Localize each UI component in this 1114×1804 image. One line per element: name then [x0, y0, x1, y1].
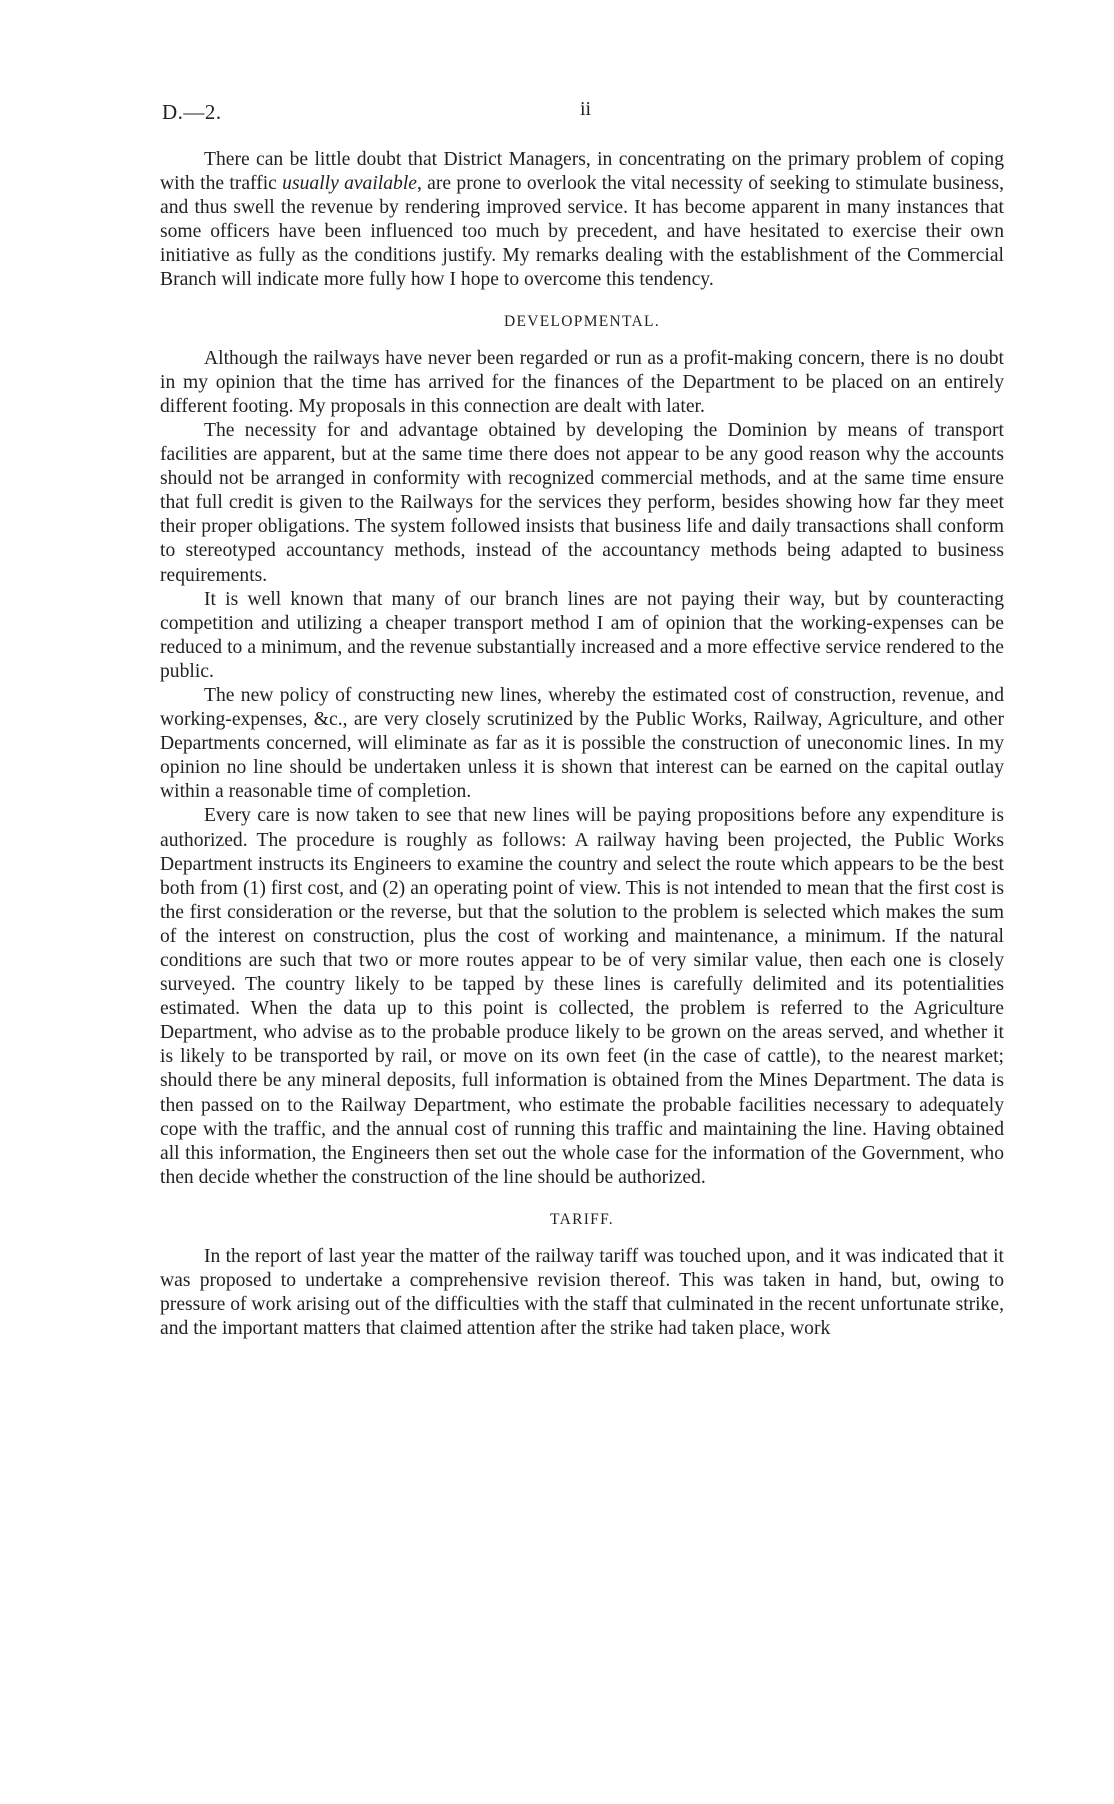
page-number: ii — [580, 98, 592, 120]
paragraph: The necessity for and advantage obtained by developing the Dominion by means of transport facilities are apparent, but at the same time there does not appear to be any good reason why the accounts should not be arranged in conformity with recognized commercial methods, and at the same time ensure that full credit is given to the Railways for the services they perform, besides showing how far they meet their proper obligations. The system followed insists that business life and daily transactions shall conform to stereotyped accountancy methods, instead of the accountancy methods being adapted to business requirements. — [160, 419, 1004, 586]
section-heading-developmental: DEVELOPMENTAL. — [503, 312, 660, 330]
document-body — [160, 148, 1004, 1341]
paragraph: The new policy of constructing new lines, whereby the estimated cost of construction, revenue, and working-expenses, &c., are very closely scrutinized by the Public Works, Railway, Agriculture, and other Departments concerned, will eliminate as far as it is possible the construction of uneconomic lines. In my opinion no line should be undertaken unless it is shown that interest can be earned on the capital outlay within a reasonable time of completion. — [160, 684, 1004, 803]
paragraph: It is well known that many of our branch lines are not paying their way, but by counteracting competition and utilizing a cheaper transport method I am of opinion that the working-expenses can be reduced to a minimum, and the revenue substantially increased and a more effective service rendered to the public. — [160, 588, 1004, 682]
section-heading-tariff: TARIFF. — [550, 1210, 614, 1228]
document-reference: D.—2. — [162, 100, 222, 124]
paragraph: Although the railways have never been regarded or run as a profit-making concern, there is no doubt in my opinion that the time has arrived for the finances of the Department to be placed on an entirely different footing. My proposals in this connection are dealt with later. — [160, 347, 1004, 417]
emphasis-text: usually available — [282, 173, 417, 195]
intro-paragraph: There can be little doubt that District Managers, in concentrating on the primary problem of coping with the traffic usually available, are prone to overlook the vital necessity of seeking to stimulate business, and thus swell the revenue by rendering improved service. It has become apparent in many instances that some officers have been influenced too much by precedent, and have hesitated to exercise their own initiative as fully as the conditions justify. My remarks dealing with the establishment of the Commercial Branch will indicate more fully how I hope to overcome this tendency. — [160, 149, 1004, 291]
paragraph: In the report of last year the matter of the railway tariff was touched upon, and it was indicated that it was proposed to undertake a comprehensive revision thereof. This was taken in hand, but, owing to pressure of work arising out of the difficulties with the staff that culminated in the recent unfortunate strike, and the important matters that claimed attention after the strike had taken place, work — [160, 1246, 1004, 1340]
paragraph: Every care is now taken to see that new lines will be paying propositions before any expenditure is authorized. The procedure is roughly as follows: A railway having been projected, the Public Works Department instructs its Engineers to examine the country and select the route which appears to be the best both from (1) first cost, and (2) an operating point of view. This is not intended to mean that the first cost is the first consideration or the reverse, but that the solution to the problem is selected which makes the sum of the interest on construction, plus the cost of working and maintenance, a minimum. If the natural conditions are such that two or more routes appear to be of very similar value, then each one is closely surveyed. The country likely to be tapped by these lines is carefully delimited and its potentialities estimated. When the data up to this point is collected, the problem is referred to the Agriculture Department, who advise as to the probable produce likely to be grown on the areas served, and whether it is likely to be transported by rail, or move on its own feet (in the case of cattle), to the nearest market; should there be any mineral deposits, full information is obtained from the Mines Department. The data is then passed on to the Railway Department, who estimate the probable facilities necessary to adequately cope with the traffic, and the annual cost of running this traffic and maintaining the line. Having obtained all this information, the Engineers then set out the whole case for the information of the Government, who then decide whether the construction of the line should be authorized. — [160, 805, 1004, 1188]
